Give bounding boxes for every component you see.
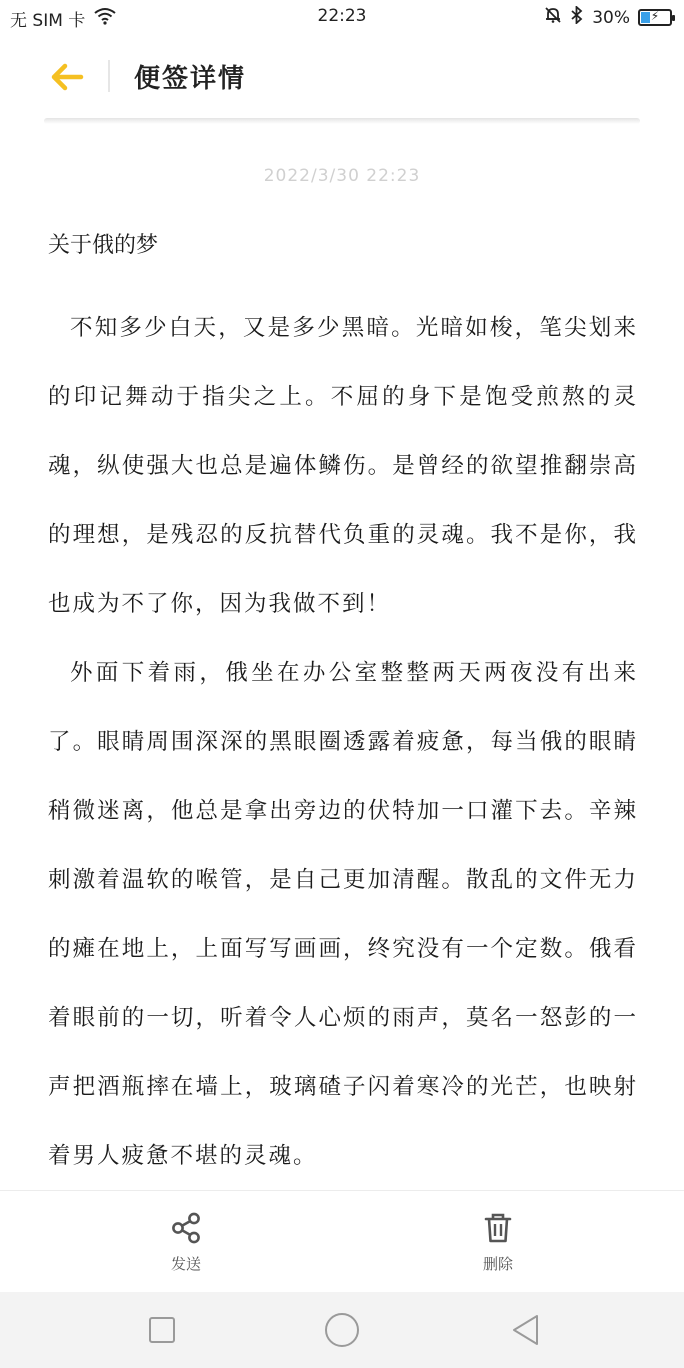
recent-apps-button[interactable] [142,1310,182,1350]
note-content [48,224,638,1191]
header [0,40,684,112]
battery-icon [638,9,672,26]
status-right [544,6,672,29]
bell-muted-icon [544,6,562,29]
square-icon [147,1315,177,1345]
carrier-text: 无 SIM 卡 [10,11,86,31]
back-arrow-icon [50,63,84,91]
send-button[interactable] [146,1211,226,1274]
circle-icon [323,1311,361,1349]
send-label: 发送 [170,1255,201,1273]
bluetooth-icon [570,6,584,29]
battery-percent-text: 30% [592,7,630,28]
charging-bolt-icon: ⚡ [650,9,660,23]
back-button[interactable] [44,54,90,100]
navigation-bar [0,1292,684,1368]
delete-button[interactable] [458,1211,538,1274]
clock-text: 22:23 [317,6,367,26]
note-paragraph: 外面下着雨，俄坐在办公室整整两天两夜没有出来了。眼睛周围深深的黑眼圈透露着疲惫，每当俄的眼睛稍微迷离，他总是拿出旁边的伏特加一口灌下去。辛辣刺激着温软的喉管，是自己更加清醒。散乱的文件无力的瘫在地上，上面写写画画，终究没有一个定数。俄看着眼前的一切，听着令人心烦的雨声，莫名一怒彭的一声把酒瓶摔在墙上，玻璃碴子闪着寒冷的光芒，也映射着男人疲惫不堪的灵魂。 [48,660,638,1169]
wifi-icon [93,7,117,30]
nav-back-button[interactable] [506,1310,546,1350]
header-shadow [44,118,640,124]
page-title: 便签详情 [134,64,247,94]
note-body [48,294,638,1191]
note-title: 关于俄的梦 [48,233,159,258]
trash-icon [481,1211,515,1245]
note-timestamp: 2022/3/30 22:23 [263,166,421,186]
header-divider [108,60,110,92]
home-button[interactable] [322,1310,362,1350]
status-left [10,6,117,31]
status-bar [0,0,684,36]
action-bar [0,1190,684,1293]
share-icon [169,1211,203,1245]
note-paragraph: 不知多少白天，又是多少黑暗。光暗如梭，笔尖划来的印记舞动于指尖之上。不屈的身下是饱受煎熬的灵魂，纵使强大也总是遍体鳞伤。是曾经的欲望推翻崇高的理想，是残忍的反抗替代负重的灵魂。我不是你，我也成为不了你，因为我做不到！ [48,315,638,617]
delete-label: 删除 [482,1255,513,1273]
triangle-back-icon [509,1313,543,1347]
